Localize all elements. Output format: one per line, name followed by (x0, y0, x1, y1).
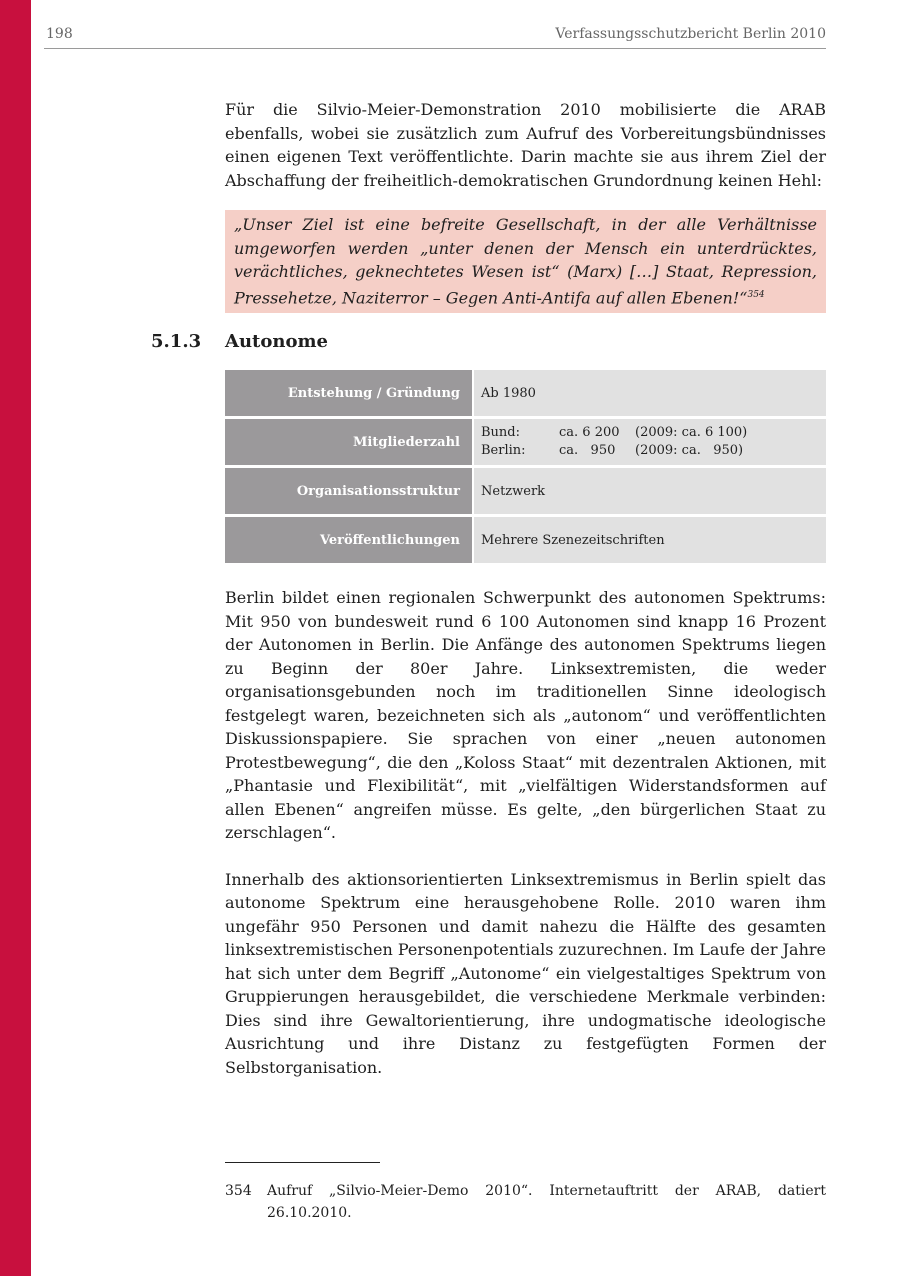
body-paragraph-1: Berlin bildet einen regionalen Schwerpunkt des autonomen Spektrums: Mit 950 von bundesweit rund 6 100 Autonomen sind knapp 16 Prozent der Autonomen in Berlin. Die Anfänge des autonomen Spektrums liegen zu Beginn der 80er Jahre. Linksextremisten, die weder organisationsgebunden noch im traditionellen Sinne ideologisch festgelegt waren, bezeichneten sich als „autonom“ und veröffentlichten Diskussionspapiere. Sie sprachen von einer „neuen autonomen Protestbewegung“, die den „Koloss Staat“ mit dezentralen Aktionen, mit „Phantasie und Flexibilität“, mit „vielfältigen Widerstandsformen auf allen Ebenen“ angreifen müsse. Es gelte, „den bürgerlichen Staat zu zerschlagen“. (225, 588, 826, 843)
members-previous: (2009: ca. 950) (635, 443, 744, 459)
table-row (225, 516, 826, 565)
page-number: 198 (46, 26, 73, 42)
members-region: Berlin: (481, 443, 526, 459)
section-number: 5.1.3 (151, 331, 202, 353)
section-title: Autonome (225, 331, 328, 353)
members-value (473, 418, 826, 467)
founding-label: Entstehung / Gründung (225, 370, 473, 418)
quote-footnote-ref: 354 (747, 289, 765, 300)
publications-value: Mehrere Szenezeitschriften (473, 516, 826, 565)
structure-label: Organisationsstruktur (225, 467, 473, 516)
members-label: Mitgliederzahl (225, 418, 473, 467)
intro-paragraph: Für die Silvio-Meier-Demonstration 2010 mobilisierte die ARAB ebenfalls, wobei sie zusätzlich zum Aufruf des Vorbereitungsbündnisses einen eigenen Text veröffentlichte. Darin machte sie aus ihrem Ziel der Abschaffung der freiheitlich-demokratischen Grundordnung keinen Hehl: (225, 100, 826, 190)
red-margin-bar (0, 0, 31, 1276)
founding-value: Ab 1980 (473, 370, 826, 418)
running-title: Verfassungsschutzbericht Berlin 2010 (555, 26, 826, 42)
members-count: ca. 950 (559, 443, 616, 459)
quote-text: „Unser Ziel ist eine befreite Gesellschaft, in der alle Verhältnisse umgeworfen werden „unter denen der Mensch ein unterdrücktes, verächtliches, geknechtetes Wesen ist“ (Marx) […] Staat, Repression, Pressehetze, Naziterror – Gegen Anti-Antifa auf allen Ebenen!“ (234, 215, 817, 307)
section-heading (151, 327, 826, 357)
members-row-berlin (481, 442, 826, 460)
footnote (225, 1180, 826, 1224)
body-paragraph-2: Innerhalb des aktionsorientierten Linksextremismus in Berlin spielt das autonome Spektrum eine herausgehobene Rolle. 2010 waren ihm ungefähr 950 Personen und damit nahezu die Hälfte des gesamten linksextremistischen Personenpotentials zuzurechnen. Im Laufe der Jahre hat sich unter dem Begriff „Autonome“ ein vielgestaltiges Spektrum von Gruppierungen herausgebildet, die verschiedene Merkmale verbinden: Dies sind ihre Gewaltorientierung, ihre undogmatische ideologische Ausrichtung und ihre Distanz zu festgefügten Formen der Selbstorganisation. (225, 869, 826, 1077)
info-table (225, 370, 826, 566)
footnote-number: 354 (225, 1183, 252, 1199)
members-count: ca. 6 200 (559, 425, 620, 441)
publications-label: Veröffentlichungen (225, 516, 473, 565)
members-row-bund (481, 424, 826, 442)
quote-block (225, 210, 826, 313)
table-row (225, 418, 826, 467)
table-row (225, 467, 826, 516)
members-region: Bund: (481, 425, 520, 441)
main-content (151, 98, 826, 1079)
members-previous: (2009: ca. 6 100) (635, 425, 748, 441)
structure-value: Netzwerk (473, 467, 826, 516)
footnote-text: Aufruf „Silvio-Meier-Demo 2010“. Internetauftritt der ARAB, datiert 26.10.2010. (267, 1183, 826, 1221)
table-row (225, 370, 826, 418)
footnote-rule (225, 1162, 380, 1163)
page-header (44, 24, 826, 49)
